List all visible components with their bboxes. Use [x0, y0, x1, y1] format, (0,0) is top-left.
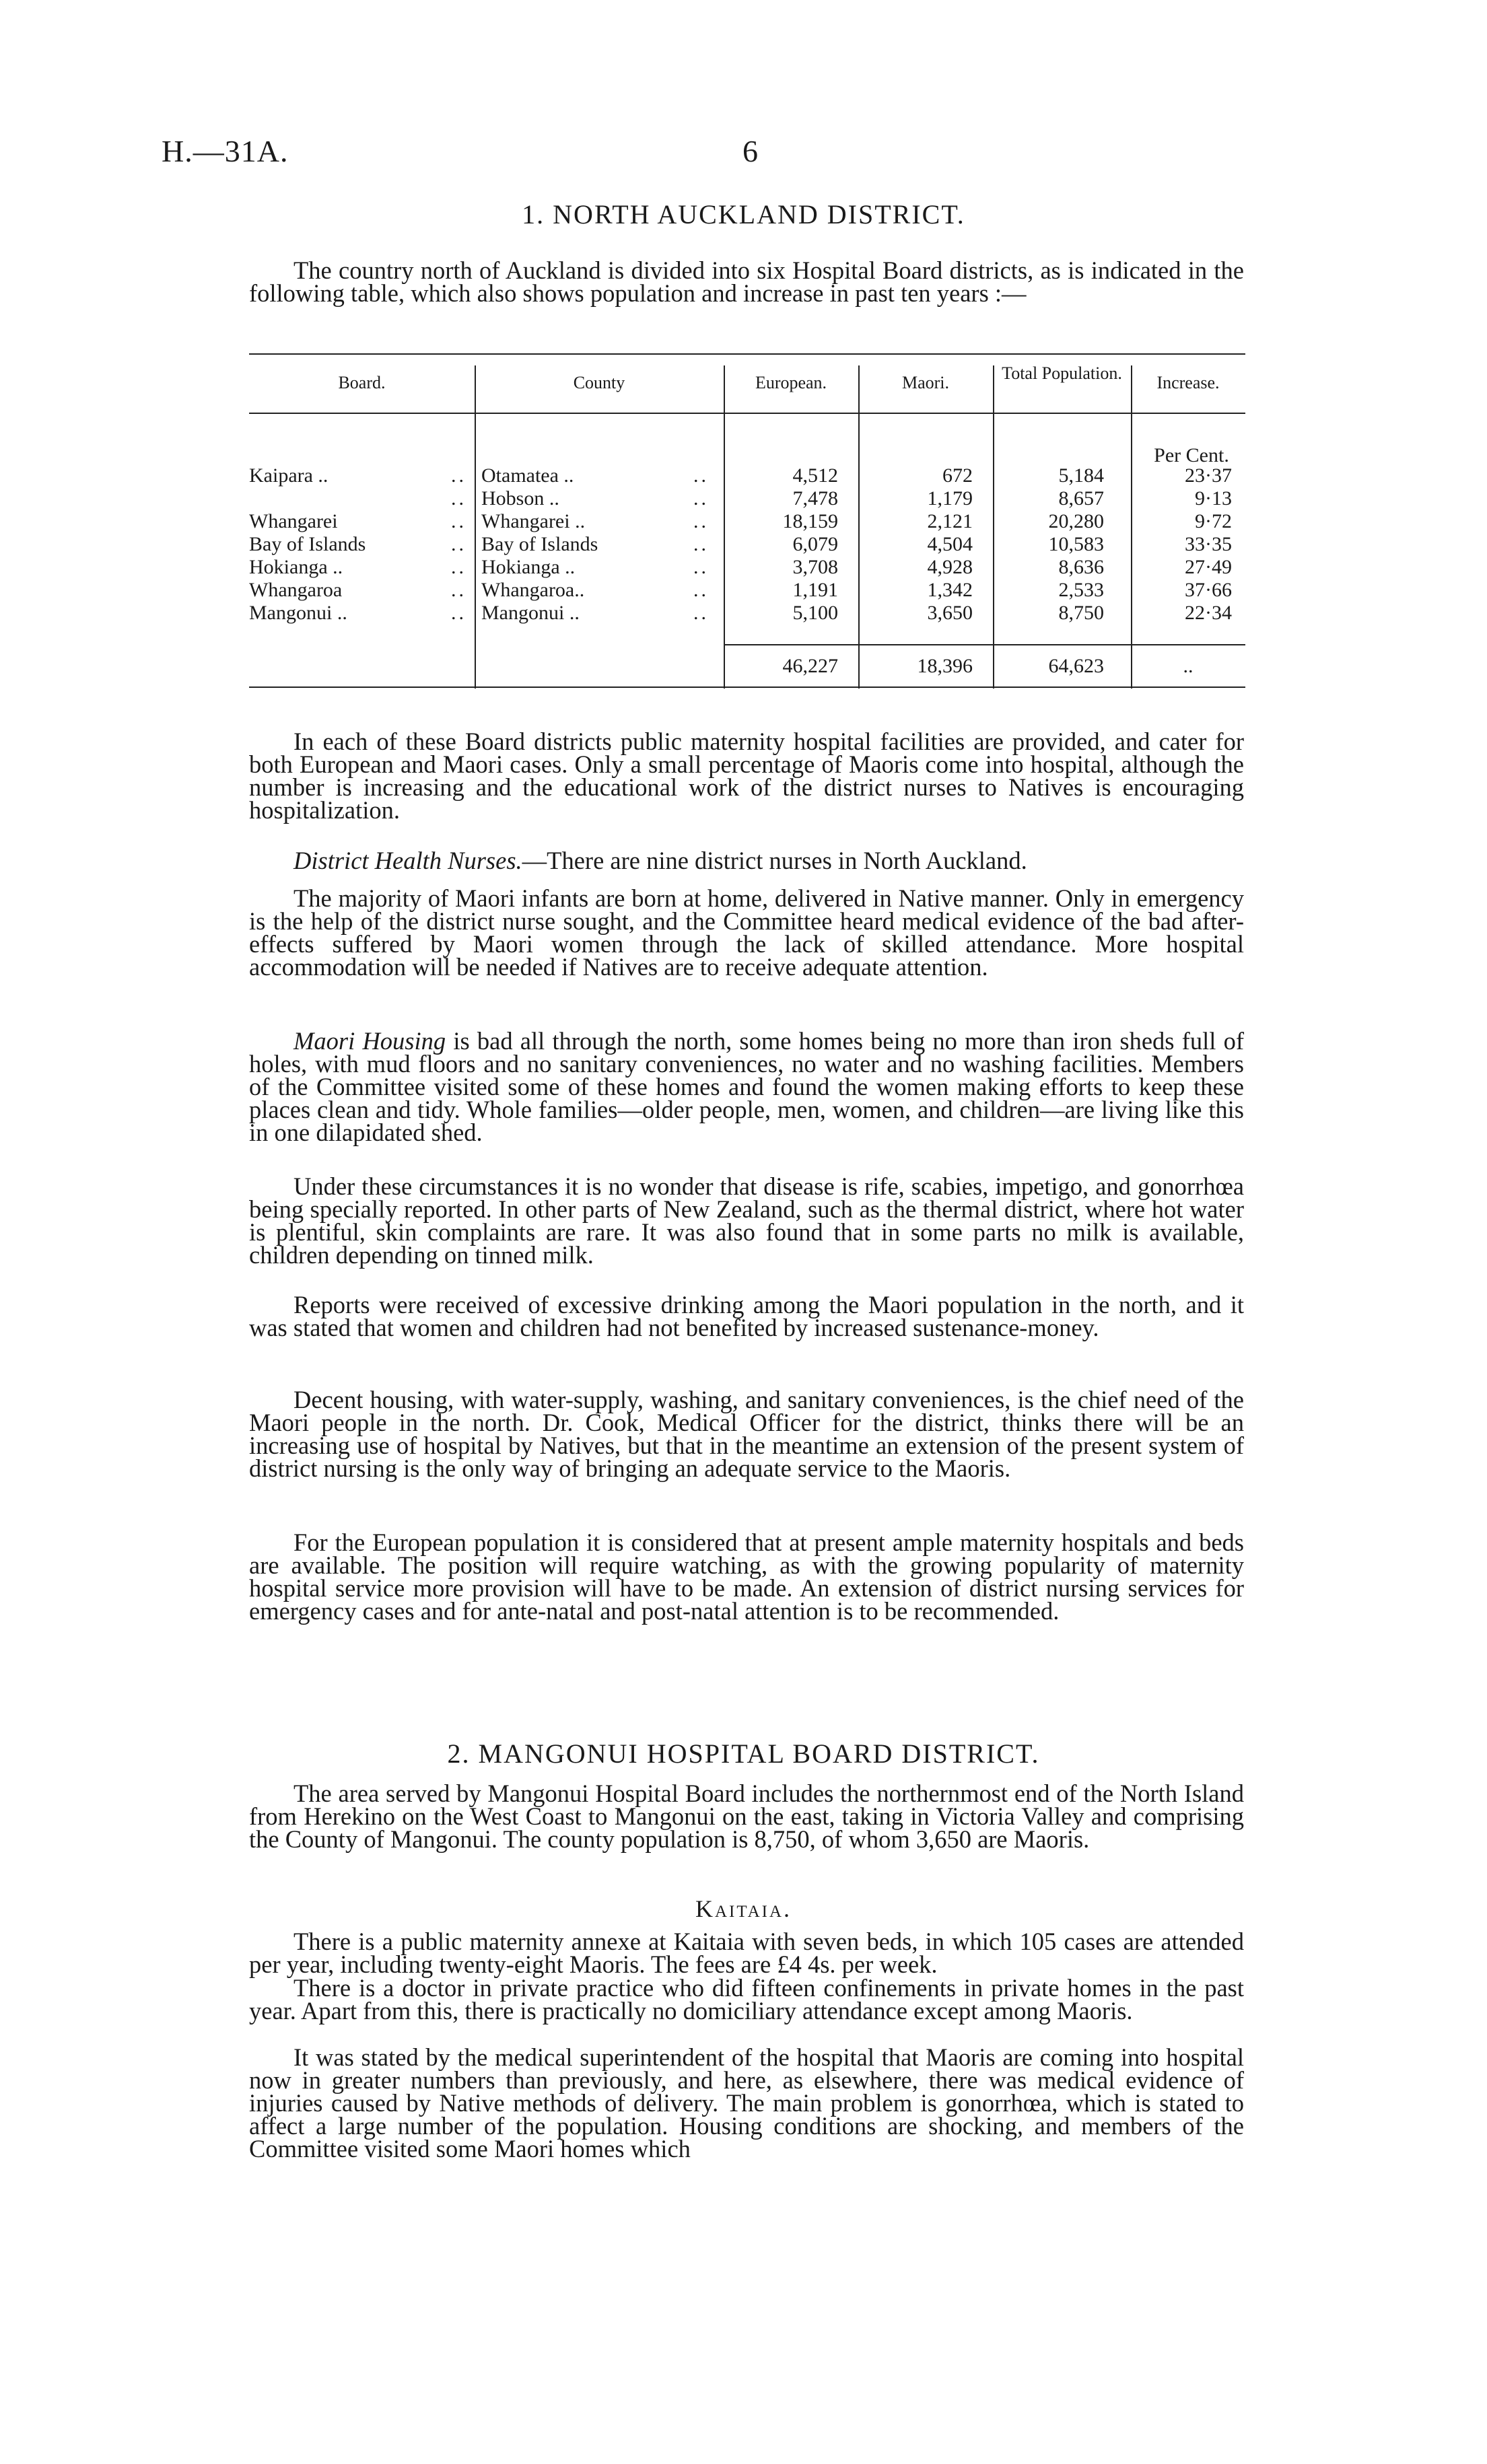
- total-maori: 18,396: [917, 655, 973, 677]
- increase-unit: Per Cent.: [1154, 444, 1229, 466]
- paragraph-maori-housing: [249, 1027, 1244, 1146]
- cell-total: 8,636: [1058, 556, 1104, 578]
- cell-total: 2,533: [1058, 579, 1104, 601]
- paragraph-private-doctor: There is a doctor in private practice who did fifteen confinements in private homes in the past year. Apart from this, there is practically no domiciliary attendance except among Maoris.: [249, 1974, 1244, 2025]
- table-header-rule: [249, 413, 1245, 414]
- cell-county: Whangarei ..: [481, 510, 586, 532]
- cell-county: Hobson ..: [481, 487, 559, 509]
- leader-dots: ..: [451, 602, 466, 624]
- cell-european: 6,079: [792, 533, 838, 555]
- cell-increase: 33·35: [1185, 533, 1232, 555]
- section-1-heading: 1. NORTH AUCKLAND DISTRICT.: [522, 199, 965, 230]
- paragraph-kaitaia-annexe: There is a public maternity annexe at Kaitaia with seven beds, in which 105 cases are attended per year, including twenty-eight Maoris. The fees are £4 4s. per week.: [249, 1928, 1244, 1978]
- cell-increase: 27·49: [1185, 556, 1232, 578]
- subheading-kaitaia: Kaitaia.: [695, 1895, 792, 1922]
- cell-total: 8,750: [1058, 602, 1104, 624]
- header-total-population: Total Population.: [1002, 363, 1122, 383]
- cell-maori: 3,650: [927, 602, 973, 624]
- leader-dots: ..: [693, 602, 709, 624]
- cell-maori: 4,928: [927, 556, 973, 578]
- page-number: 6: [742, 134, 758, 168]
- leader-dots: ..: [451, 487, 466, 509]
- cell-european: 5,100: [792, 602, 838, 624]
- cell-total: 10,583: [1048, 533, 1104, 555]
- leader-dots: ..: [451, 510, 466, 532]
- leader-dots: ..: [451, 579, 466, 601]
- cell-board: Kaipara ..: [249, 464, 328, 487]
- table-bottom-rule: [249, 687, 1245, 688]
- population-table: [249, 353, 1245, 690]
- header-maori: Maori.: [901, 373, 950, 392]
- cell-increase: 9·13: [1195, 487, 1232, 509]
- cell-maori: 1,342: [927, 579, 973, 601]
- cell-board: Bay of Islands: [249, 533, 366, 555]
- cell-increase: 23·37: [1185, 464, 1232, 487]
- total-population: 64,623: [1048, 655, 1104, 677]
- paragraph-district-nurses: [249, 849, 1244, 872]
- header-board: Board.: [338, 373, 386, 392]
- paragraph-hospital-facilities: In each of these Board districts public maternity hospital facilities are provided, and cater for both European and Maori cases. Only a small percentage of Maoris come into hospital, although the number is increasing and the educational work of the district nurses to Natives is encouraging hospitalization.: [249, 728, 1244, 824]
- paragraph-medical-superintendent: It was stated by the medical superintendent of the hospital that Maoris are coming into hospital now in greater numbers than previously, and here, as elsewhere, there was medical evidence of injuries caused by Native methods of delivery. The main problem is gonorrhœa, which is stated to affect a large number of the population. Housing conditions are shocking, and members of the Committee visited some Maori homes which: [249, 2043, 1244, 2162]
- cell-county: Bay of Islands: [481, 533, 598, 555]
- cell-maori: 1,179: [927, 487, 973, 509]
- cell-county: Otamatea ..: [481, 464, 574, 487]
- cell-european: 1,191: [792, 579, 838, 601]
- leader-dots: ..: [693, 510, 709, 532]
- cell-increase: 9·72: [1195, 510, 1232, 532]
- cell-maori: 2,121: [927, 510, 973, 532]
- section-1-intro: The country north of Auckland is divided into six Hospital Board districts, as is indicated in the following table, which also shows population and increase in past ten years :—: [249, 256, 1244, 307]
- leader-dots: ..: [693, 579, 709, 601]
- total-increase: ..: [1183, 655, 1194, 677]
- cell-increase: 22·34: [1185, 602, 1232, 624]
- leader-dots: ..: [693, 556, 709, 578]
- header-european: European.: [755, 373, 827, 392]
- cell-maori: 672: [942, 464, 973, 487]
- paragraph-lead: District Health Nurses.: [293, 847, 522, 874]
- paragraph-mangonui-area: The area served by Mangonui Hospital Board includes the northernmost end of the North Island from Herekino on the West Coast to Mangonui on the east, taking in Victoria Valley and comprising the County of Mangonui. The county population is 8,750, of whom 3,650 are Maoris.: [249, 1780, 1244, 1853]
- cell-maori: 4,504: [927, 533, 973, 555]
- cell-county: Whangaroa..: [481, 579, 585, 601]
- header-county: County: [573, 373, 625, 392]
- paragraph-maori-infants: The majority of Maori infants are born at home, delivered in Native manner. Only in emergency is the help of the district nurse sought, and the Committee heard medical evidence of the bad after-effects suffered by Maori women through the lack of skilled attendance. More hospital accommodation will be needed if Natives are to receive adequate attention.: [249, 884, 1244, 981]
- paragraph-drinking: Reports were received of excessive drinking among the Maori population in the north, and it was stated that women and children had not benefited by increased sustenance-money.: [249, 1291, 1244, 1341]
- document-reference: H.—31A.: [162, 134, 289, 168]
- leader-dots: ..: [451, 464, 466, 487]
- header-increase: Increase.: [1156, 373, 1220, 392]
- cell-european: 4,512: [792, 464, 838, 487]
- paragraph-text: —There are nine district nurses in North Auckland.: [522, 847, 1027, 874]
- cell-european: 18,159: [782, 510, 838, 532]
- cell-european: 7,478: [792, 487, 838, 509]
- cell-board: Mangonui ..: [249, 602, 347, 624]
- leader-dots: ..: [451, 556, 466, 578]
- leader-dots: ..: [451, 533, 466, 555]
- leader-dots: ..: [693, 487, 709, 509]
- table-total-rule: [724, 644, 1245, 645]
- cell-board: Whangarei: [249, 510, 338, 532]
- cell-board: Hokianga ..: [249, 556, 343, 578]
- cell-total: 5,184: [1058, 464, 1104, 487]
- cell-european: 3,708: [792, 556, 838, 578]
- paragraph-text: is bad all through the north, some homes being no more than iron sheds full of holes, with mud floors and no sanitary conveniences, no water and no washing facilities. Members of the Committee visited some of these homes and found the women making efforts to keep these places clean and tidy. Whole families—older people, men, women, and children—are living like this in one dilapidated shed.: [249, 1027, 1244, 1146]
- cell-total: 20,280: [1048, 510, 1104, 532]
- leader-dots: ..: [693, 464, 709, 487]
- total-european: 46,227: [782, 655, 838, 677]
- cell-county: Mangonui ..: [481, 602, 580, 624]
- cell-total: 8,657: [1058, 487, 1104, 509]
- cell-board: Whangaroa: [249, 579, 343, 601]
- paragraph-disease: Under these circumstances it is no wonder that disease is rife, scabies, impetigo, and gonorrhœa being specially reported. In other parts of New Zealand, such as the thermal district, where hot water is plentiful, skin complaints are rare. It was also found that in some parts no milk is available, children depending on tinned milk.: [249, 1172, 1244, 1269]
- cell-increase: 37·66: [1185, 579, 1232, 601]
- section-2-heading: 2. MANGONUI HOSPITAL BOARD DISTRICT.: [447, 1738, 1040, 1769]
- table-top-rule: [249, 353, 1245, 355]
- col-divider: [475, 365, 476, 689]
- cell-county: Hokianga ..: [481, 556, 576, 578]
- paragraph-lead: Maori Housing: [293, 1027, 446, 1055]
- leader-dots: ..: [693, 533, 709, 555]
- paragraph-european-population: For the European population it is considered that at present ample maternity hospitals and beds are available. The position will require watching, as with the growing popularity of maternity hospital service more provision will have to be made. An extension of district nursing services for emergency cases and for ante-natal and post-natal attention is to be recommended.: [249, 1528, 1244, 1625]
- paragraph-decent-housing: Decent housing, with water-supply, washing, and sanitary conveniences, is the chief need of the Maori people in the north. Dr. Cook, Medical Officer for the district, thinks there will be an increasing use of hospital by Natives, but that in the meantime an extension of the present system of district nursing is the only way of bringing an adequate service to the Maoris.: [249, 1386, 1244, 1482]
